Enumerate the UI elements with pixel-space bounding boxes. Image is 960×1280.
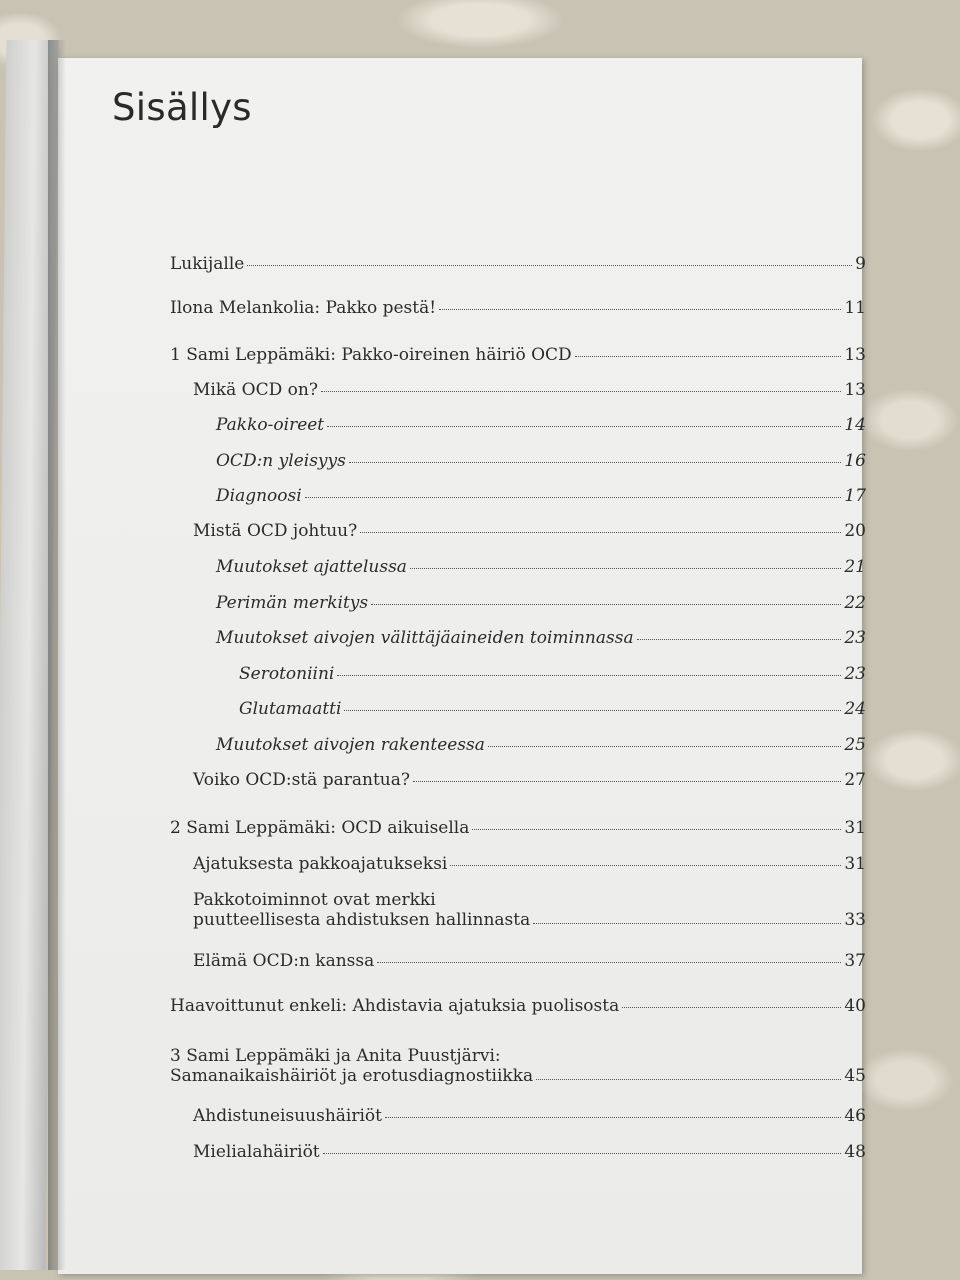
toc-entry (193, 1106, 866, 1126)
toc-entry (170, 996, 866, 1016)
page-title: Sisällys (112, 86, 252, 129)
toc-entry-title: Elämä OCD:n kanssa (193, 951, 375, 971)
toc-page-number: 37 (844, 951, 866, 971)
dot-leader (637, 639, 842, 640)
toc-page-number: 23 (844, 628, 866, 648)
toc-entry (170, 345, 866, 365)
dot-leader (472, 829, 841, 830)
toc-entry-title: Haavoittunut enkeli: Ahdistavia ajatuksia puolisosta (170, 996, 620, 1016)
dot-leader (337, 675, 841, 676)
toc-entry-title: Serotoniini (239, 664, 335, 684)
toc-page-number: 45 (844, 1066, 866, 1086)
dot-leader (410, 568, 841, 569)
dot-leader (321, 391, 841, 392)
toc-entry-title: Ajatuksesta pakkoajatukseksi (193, 854, 448, 874)
toc-entry-title: Muutokset ajattelussa (216, 557, 407, 577)
toc-page-number: 17 (844, 486, 866, 506)
toc-page-number: 16 (844, 451, 866, 471)
dot-leader (377, 962, 841, 963)
toc-entry-title: Mikä OCD on? (193, 380, 318, 400)
toc-entry (193, 854, 866, 874)
dot-leader (327, 426, 841, 427)
toc-page-number: 23 (844, 664, 866, 684)
dot-leader (533, 923, 841, 924)
toc-page-number: 40 (844, 996, 866, 1016)
toc-entry (239, 699, 866, 719)
toc-entry-title: Perimän merkitys (216, 593, 369, 613)
toc-entry (170, 1046, 866, 1086)
dot-leader (450, 865, 841, 866)
dot-leader (575, 356, 842, 357)
toc-entry-title: 2 Sami Leppämäki: OCD aikuisella (170, 818, 470, 838)
dot-leader (413, 781, 841, 782)
toc-entry-title: Mistä OCD johtuu? (193, 521, 358, 541)
dot-leader (439, 309, 841, 310)
toc-page-number: 25 (844, 735, 866, 755)
toc-page-number: 22 (844, 593, 866, 613)
toc-entry (193, 770, 866, 790)
toc-page-number: 46 (844, 1106, 866, 1126)
toc-entry-title: Diagnoosi (216, 486, 302, 506)
toc-entry-title: Glutamaatti (239, 699, 342, 719)
dot-leader (371, 604, 841, 605)
toc-page-number: 21 (844, 557, 866, 577)
toc-page-number: 48 (844, 1142, 866, 1162)
dot-leader (385, 1117, 841, 1118)
toc-entry (170, 254, 866, 274)
dot-leader (622, 1007, 841, 1008)
toc-entry-title: Muutokset aivojen välittäjäaineiden toiminnassa (216, 628, 634, 648)
toc-page-number: 13 (844, 380, 866, 400)
toc-entry-line: Samanaikaishäiriöt ja erotusdiagnostiikka (170, 1066, 534, 1086)
toc-entry-line: 3 Sami Leppämäki ja Anita Puustjärvi: (170, 1046, 501, 1066)
toc-entry (193, 380, 866, 400)
toc-page-number: 20 (844, 521, 866, 541)
dot-leader (247, 265, 852, 266)
toc-entry-title: Muutokset aivojen rakenteessa (216, 735, 485, 755)
toc-entry (170, 818, 866, 838)
toc-page-number: 24 (844, 699, 866, 719)
toc-page-number: 11 (844, 298, 866, 318)
toc-entry-line: Pakkotoiminnot ovat merkki (193, 890, 436, 910)
toc-entry (193, 890, 866, 930)
dot-leader (360, 532, 841, 533)
dot-leader (536, 1079, 841, 1080)
toc-entry-title: Mielialahäiriöt (193, 1142, 320, 1162)
toc-entry (239, 664, 866, 684)
toc-entry (216, 486, 866, 506)
toc-entry (170, 298, 866, 318)
toc-entry (216, 593, 866, 613)
toc-entry (216, 557, 866, 577)
toc-entry-line: puutteellisesta ahdistuksen hallinnasta (193, 910, 531, 930)
toc-entry-title (193, 890, 530, 930)
dot-leader (344, 710, 841, 711)
toc-entry (216, 735, 866, 755)
toc-page-number: 33 (844, 910, 866, 930)
toc-entry-title: Pakko-oireet (216, 415, 325, 435)
toc-page-number: 14 (844, 415, 866, 435)
dot-leader (488, 746, 841, 747)
toc-page-number: 31 (844, 854, 866, 874)
toc-entry-title (170, 1046, 533, 1086)
toc-entry-title: Ahdistuneisuushäiriöt (193, 1106, 382, 1126)
toc-entry (193, 1142, 866, 1162)
toc-entry (193, 521, 866, 541)
toc-page-number: 13 (844, 345, 866, 365)
dot-leader (305, 497, 842, 498)
toc-entry (193, 951, 866, 971)
toc-page-number: 27 (844, 770, 866, 790)
toc-entry-title: OCD:n yleisyys (216, 451, 346, 471)
dot-leader (349, 462, 842, 463)
toc-entry (216, 415, 866, 435)
toc-entry (216, 628, 866, 648)
toc-entry (216, 451, 866, 471)
toc-entry-title: 1 Sami Leppämäki: Pakko-oireinen häiriö OCD (170, 345, 572, 365)
toc-entry-title: Voiko OCD:stä parantua? (193, 770, 410, 790)
toc-entry-title: Ilona Melankolia: Pakko pestä! (170, 298, 437, 318)
dot-leader (323, 1153, 842, 1154)
toc-page-number: 9 (855, 254, 866, 274)
toc-entry-title: Lukijalle (170, 254, 245, 274)
toc-page-number: 31 (844, 818, 866, 838)
